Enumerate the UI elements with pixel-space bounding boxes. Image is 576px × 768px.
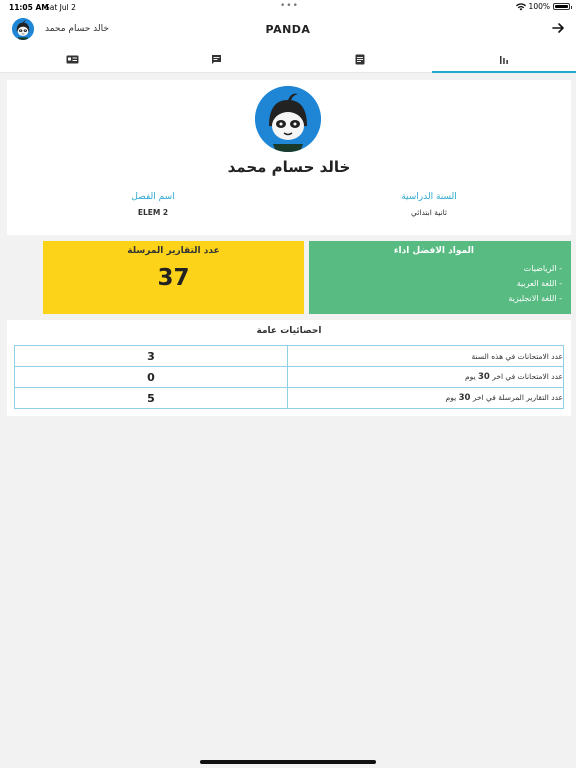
tab-statistics[interactable] xyxy=(432,46,576,72)
stat-label xyxy=(288,367,564,388)
stat-value: 3 xyxy=(15,346,288,367)
year-value: ثانية ابتدائي xyxy=(411,208,447,217)
home-indicator[interactable] xyxy=(200,760,376,764)
status-bar xyxy=(0,0,576,14)
tab-profile-card[interactable] xyxy=(0,46,144,72)
app-title: PANDA xyxy=(265,23,311,36)
best-subject-item: - اللغة الانجليزية xyxy=(508,294,562,303)
class-value: ELEM 2 xyxy=(137,208,169,217)
stats-title: احصائيات عامة xyxy=(256,326,322,336)
tab-messages[interactable] xyxy=(144,46,288,72)
battery-icon xyxy=(553,3,570,10)
status-date: Sat Jul 2 xyxy=(45,3,76,12)
stat-label-number: 30 xyxy=(458,393,471,403)
year-label: السنة الدراسية xyxy=(401,192,457,202)
reports-count: 37 xyxy=(157,265,190,291)
table-row xyxy=(15,388,564,409)
stat-label xyxy=(288,346,564,367)
header-user-name: خالد حسام محمد xyxy=(45,24,109,34)
stat-label-suffix: يوم xyxy=(445,393,457,402)
stats-icon xyxy=(499,55,509,64)
profile-card xyxy=(7,80,571,235)
best-subjects-box xyxy=(309,241,571,314)
stat-label-number: 30 xyxy=(477,372,490,382)
stats-table xyxy=(14,345,564,409)
table-row xyxy=(15,346,564,367)
stat-label-text: عدد الامتحانات في هذه السنة xyxy=(471,351,563,361)
best-subject-item: - الرياضيات xyxy=(523,264,562,273)
student-name: خالد حسام محمد xyxy=(227,158,351,176)
class-label: اسم الفصل xyxy=(131,192,175,202)
profile-avatar xyxy=(255,86,321,152)
battery-percent: 100% xyxy=(528,2,550,11)
tab-reports[interactable] xyxy=(288,46,432,72)
best-subjects-title: المواد الافضل اداء xyxy=(393,246,474,256)
panda-avatar-icon xyxy=(255,86,321,152)
stat-label-text: عدد التقارير المرسلة في اخر xyxy=(472,393,563,402)
tab-bar xyxy=(0,46,576,73)
id-card-icon xyxy=(66,55,79,64)
reports-count-box xyxy=(43,241,304,314)
multitasking-dots[interactable]: ••• xyxy=(280,1,299,11)
stat-value: 5 xyxy=(15,388,288,409)
stat-label-text: عدد الامتحانات في اخر xyxy=(492,372,563,381)
best-subject-item: - اللغة العربية xyxy=(516,279,562,288)
message-icon xyxy=(211,54,222,65)
wifi-icon xyxy=(516,3,526,11)
stat-label xyxy=(288,388,564,409)
document-icon xyxy=(355,54,365,65)
stat-label-suffix: يوم xyxy=(464,372,476,381)
nav-bar xyxy=(0,14,576,46)
stats-card xyxy=(7,320,571,416)
stat-value: 0 xyxy=(15,367,288,388)
table-row xyxy=(15,367,564,388)
reports-title: عدد التقارير المرسلة xyxy=(127,246,220,256)
status-time: 11:05 AM xyxy=(9,3,49,12)
logout-arrow-icon[interactable] xyxy=(550,20,566,36)
